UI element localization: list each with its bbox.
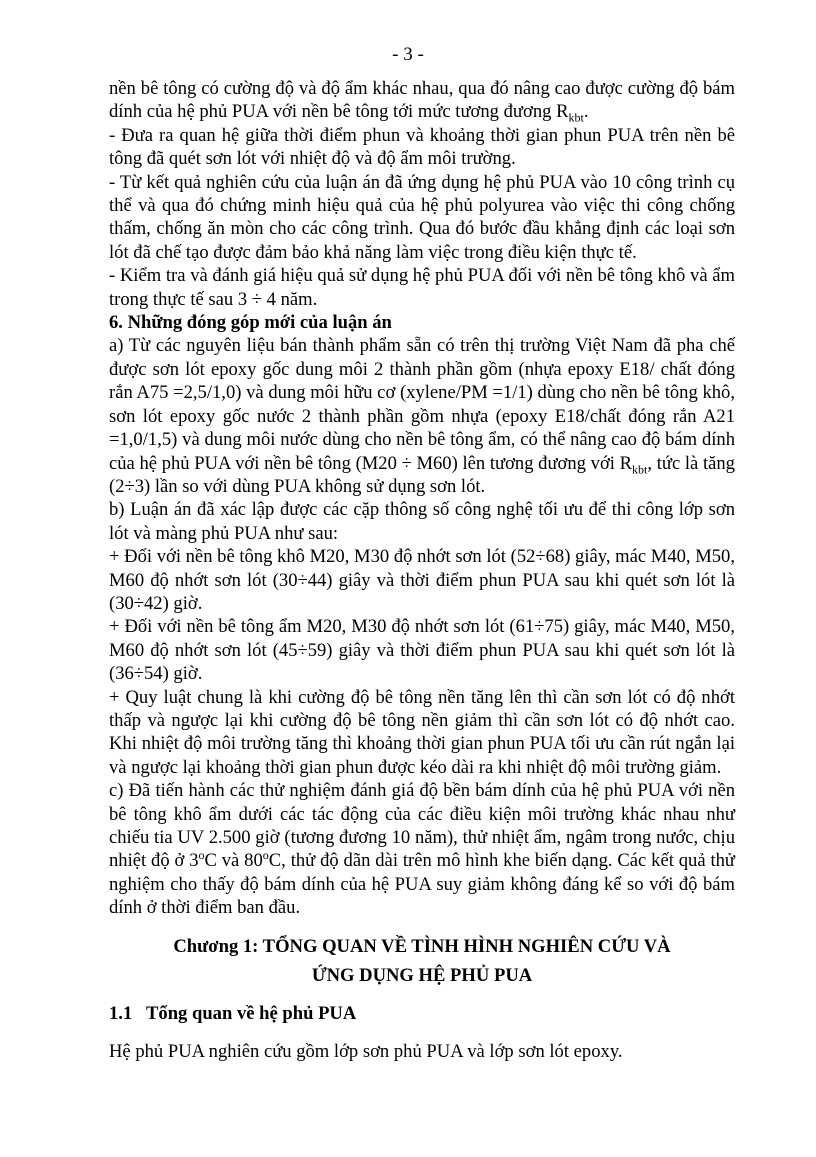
contribution-b-1: + Đối với nền bê tông khô M20, M30 độ nhớt sơn lót (52÷68) giây, mác M40, M50, M60 độ nhớt sơn lót (30÷44) giây và thời điểm phun PUA sau khi quét sơn lót là (30÷42) giờ.: [109, 546, 735, 614]
chapter-title: [109, 932, 735, 990]
contribution-c-text-3: C, thử độ dãn dài trên mô hình khe biến dạng. Các kết quả thử nghiệm cho thấy độ bám dính của hệ PUA suy giảm không đáng kể so với độ bám dính ở thời điểm ban đầu.: [109, 850, 735, 919]
contribution-b-3: + Quy luật chung là khi cường độ bê tông nền tăng lên thì cần sơn lót có độ nhớt thấp và ngược lại khi cường độ bê tông nền giảm thì cần sơn lót có độ nhớt cao. Khi nhiệt độ môi trường tăng thì khoảng thời gian phun PUA tối ưu cần rút ngắn lại và ngược lại khoảng thời gian phun được kéo dài ra khi nhiệt độ môi trường giảm.: [109, 686, 735, 778]
contribution-c-text-2: C và 80: [204, 850, 263, 872]
intro-paragraph-4: - Kiểm tra và đánh giá hiệu quả sử dụng hệ phủ PUA đối với nền bê tông khô và ẩm trong thực tế sau 3 ÷ 4 năm.: [109, 265, 735, 310]
contribution-a: [109, 334, 735, 498]
contribution-a-end: , tức là tăng (2÷3) lần so với dùng PUA không sử dụng sơn lót.: [109, 452, 735, 497]
intro-paragraph-3: - Từ kết quả nghiên cứu của luận án đã ứng dụng hệ phủ PUA vào 10 công trình cụ thể và qua đó chứng minh hiệu quả của hệ phủ polyurea vào việc thi công chống thấm, chống ăn mòn cho các công trình. Qua đó bước đầu khẳng định các loại sơn lót đã chế tạo được đảm bảo khả năng làm việc trong điều kiện thực tế.: [109, 171, 735, 263]
section-1-1-heading: [109, 1002, 735, 1026]
subscript-kbt: kbt: [568, 111, 584, 126]
page-number: - 3 -: [392, 44, 424, 65]
contribution-b: b) Luận án đã xác lập được các cặp thông số công nghệ tối ưu để thi công lớp sơn lót và màng phủ PUA như sau:: [109, 499, 735, 544]
contribution-b-2: + Đối với nền bê tông ẩm M20, M30 độ nhớt sơn lót (61÷75) giây, mác M40, M50, M60 độ nhớt sơn lót (45÷59) giây và thời điểm phun PUA sau khi quét sơn lót là (36÷54) giờ.: [109, 616, 735, 685]
section-title: Tổng quan về hệ phủ PUA: [146, 1002, 357, 1024]
degree-superscript: o: [198, 848, 205, 863]
page-body: [109, 77, 735, 1063]
contribution-a-text: a) Từ các nguyên liệu bán thành phẩm sẵn có trên thị trường Việt Nam đã pha chế được sơn lót epoxy gốc dung môi 2 thành phần gồm (nhựa epoxy E18/ chất đóng rắn A75 =2,5/1,0) và dung môi hữu cơ (xylene/PM =1/1) dùng cho nền bê tông khô, sơn lót epoxy gốc nước 2 thành phần gồm nhựa (epoxy E18/chất đóng rắn A21 =1,0/1,5) và dung môi nước dùng cho nền bê tông ẩm, có thể nâng cao độ bám dính của hệ phủ PUA với nền bê tông (M20 ÷ M60) lên tương đương với R: [109, 335, 735, 474]
intro-paragraph-2: - Đưa ra quan hệ giữa thời điểm phun và khoảng thời gian phun PUA trên nền bê tông đã quét sơn lót với nhiệt độ và độ ẩm môi trường.: [109, 124, 735, 170]
intro-paragraph-1: [109, 77, 735, 124]
intro-p1-end: .: [583, 101, 589, 123]
contribution-c: [109, 779, 735, 919]
intro-p1-text: nền bê tông có cường độ và độ ẩm khác nhau, qua đó nâng cao được cường độ bám dính của hệ phủ PUA với nền bê tông tới mức tương đương R: [109, 78, 735, 123]
chapter-title-line-1: Chương 1: TỔNG QUAN VỀ TÌNH HÌNH NGHIÊN CỨU VÀ: [173, 935, 671, 957]
contribution-c-text-1: c) Đã tiến hành các thử nghiệm đánh giá độ bền bám dính của hệ phủ PUA với nền bê tông khô ẩm dưới các tác động của các điều kiện môi trường khác nhau như chiếu tia UV 2.500 giờ (tương đương 10 năm), thử nhiệt ẩm, ngâm trong nước, chịu nhiệt độ ở 3: [109, 780, 735, 872]
section-6-heading: 6. Những đóng góp mới của luận án: [109, 312, 392, 334]
subscript-kbt: kbt: [632, 462, 648, 477]
section-1-1-paragraph: Hệ phủ PUA nghiên cứu gồm lớp sơn phủ PUA và lớp sơn lót epoxy.: [109, 1040, 623, 1062]
section-number: 1.1: [109, 1002, 133, 1024]
chapter-title-line-2: ỨNG DỤNG HỆ PHỦ PUA: [311, 964, 533, 986]
degree-superscript: o: [262, 848, 269, 863]
